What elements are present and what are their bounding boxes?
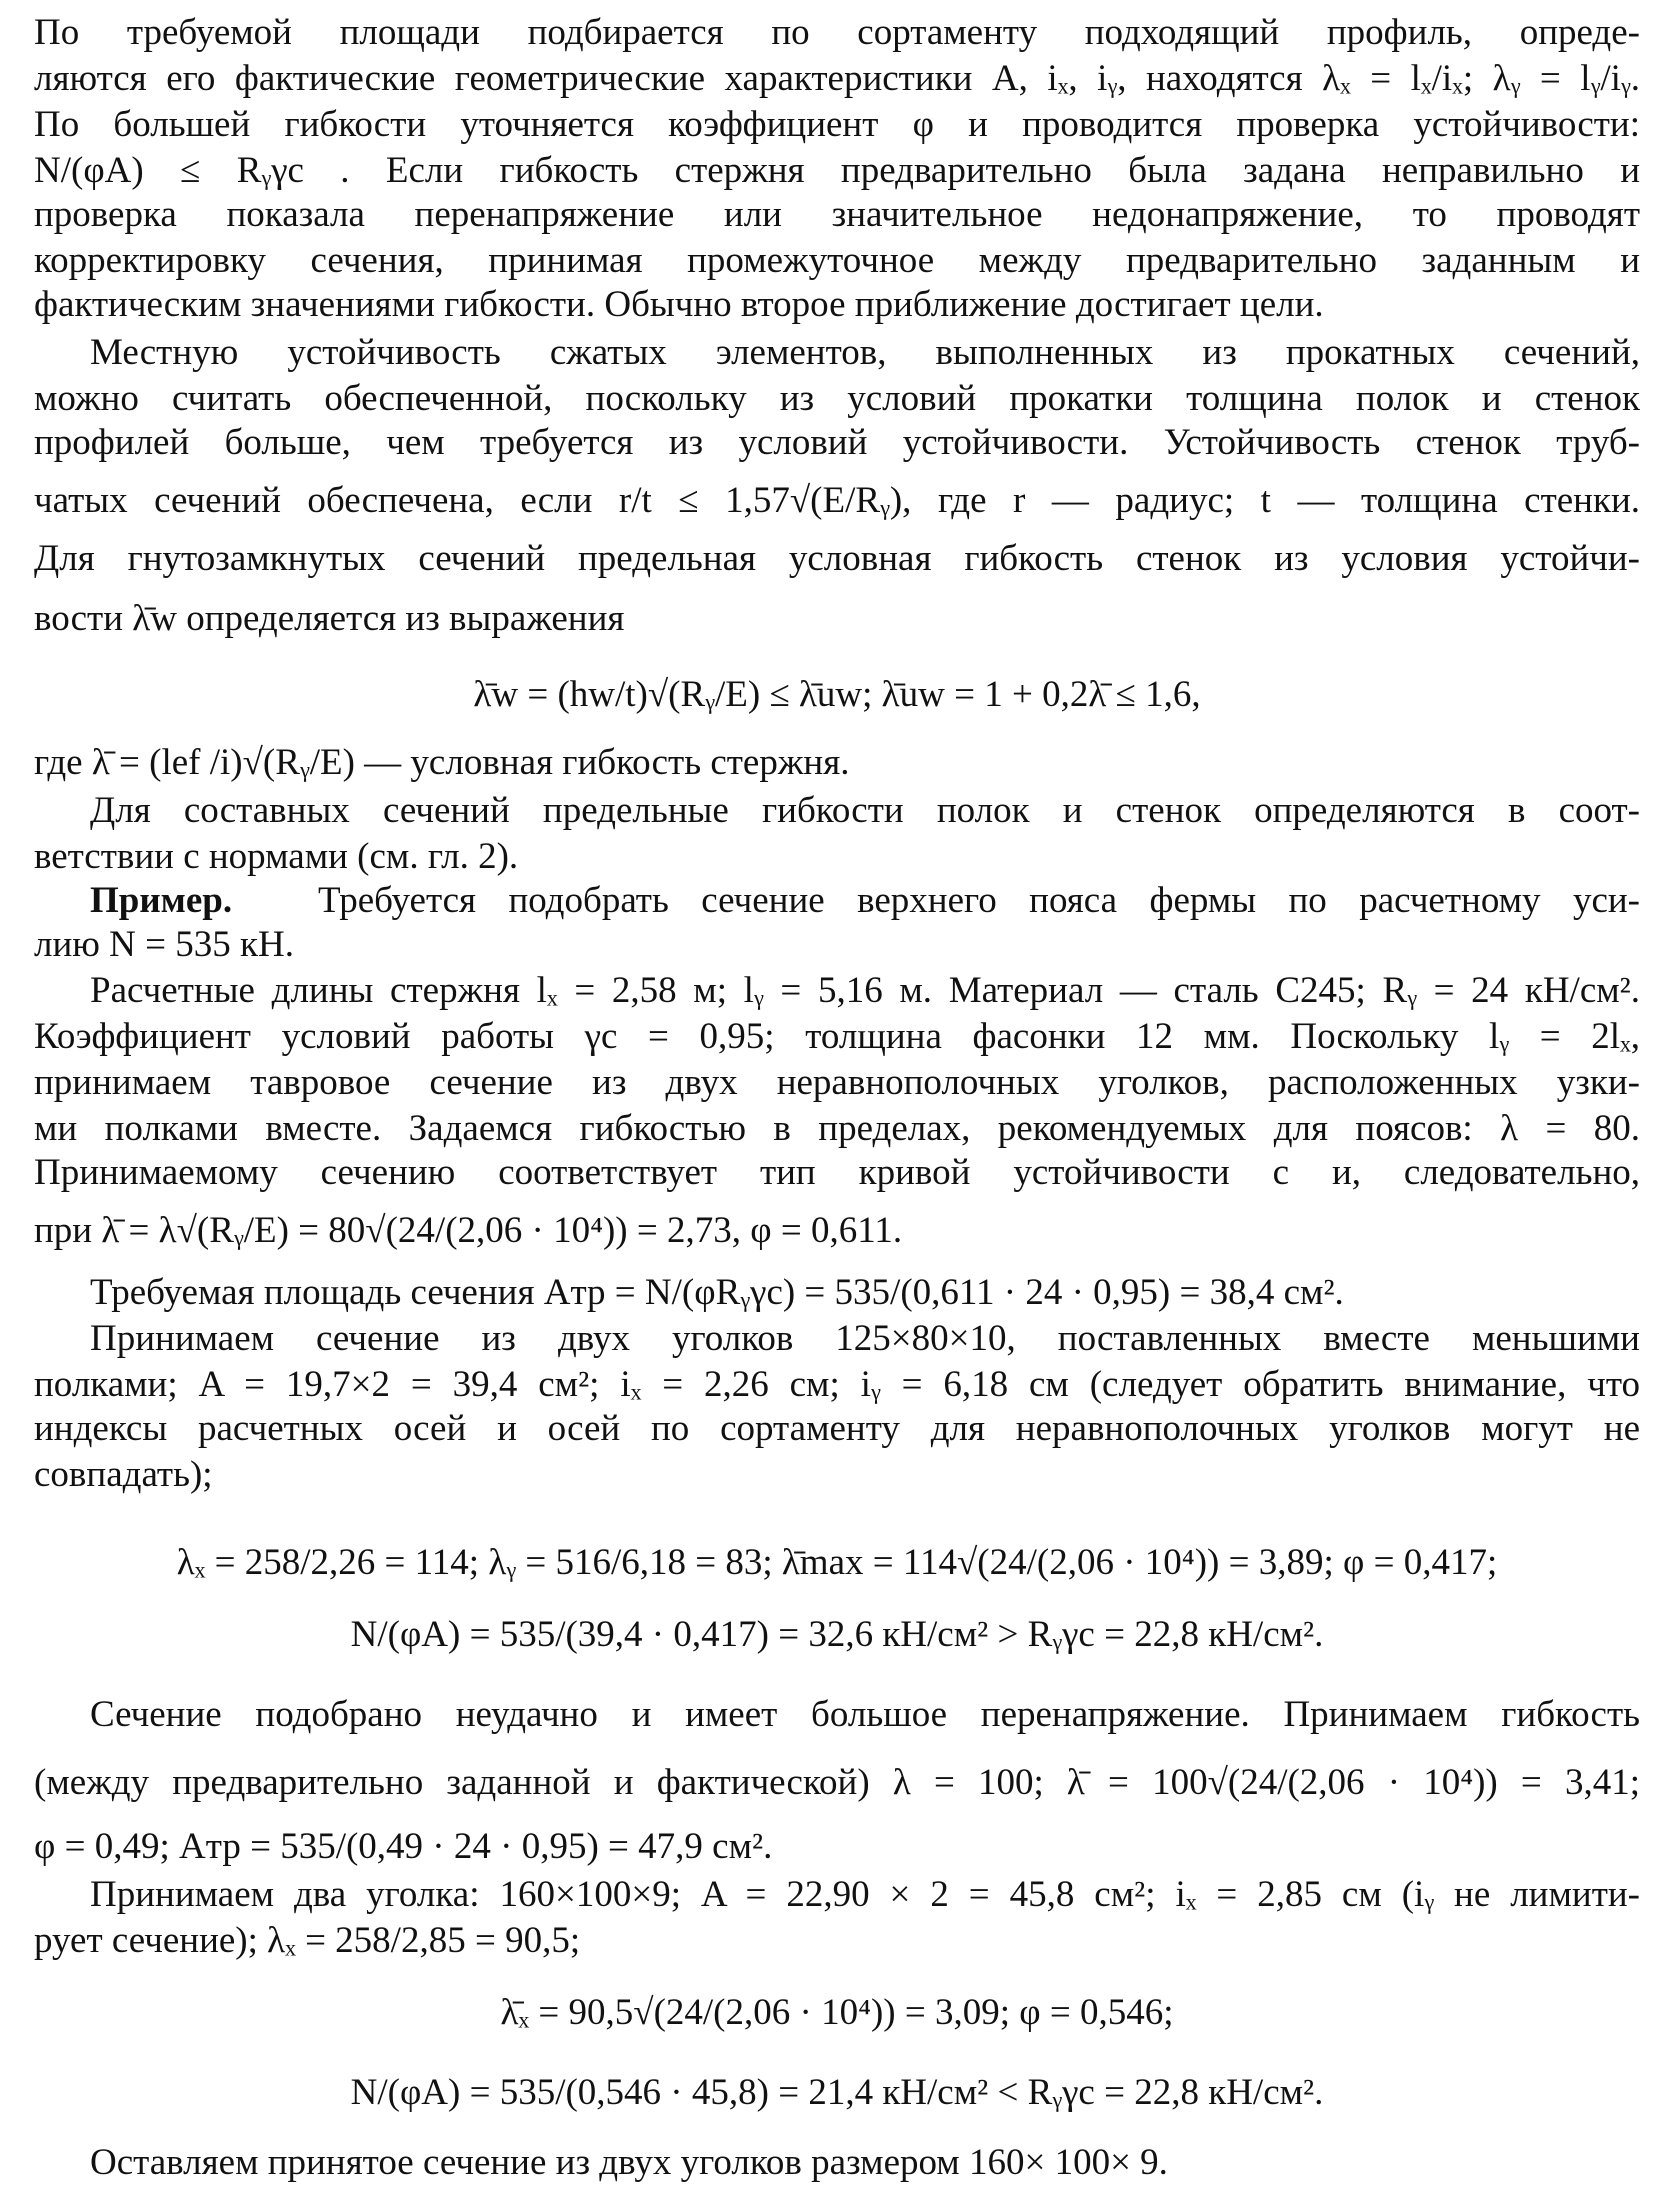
text-line: ляются его фактические геометрические характеристики A, iₓ, iᵧ, находятся λₓ = lₓ/iₓ; λᵧ = lᵧ/iᵧ. bbox=[34, 58, 1640, 99]
text-line: при λ̄ = λ√(Rᵧ/E) = 80√(24/(2,06 · 10⁴)) = 2,73, φ = 0,611. bbox=[34, 1210, 903, 1251]
text-line: индексы расчетных осей и осей по сортаменту для неравнополочных уголков могут не bbox=[34, 1408, 1640, 1449]
text-line: можно считать обеспеченной, поскольку из условий прокатки толщина полок и стенок bbox=[34, 378, 1640, 419]
text-line: Сечение подобрано неудачно и имеет большое перенапряжение. Принимаем гибкость bbox=[90, 1694, 1640, 1735]
text-line: Для гнутозамкнутых сечений предельная условная гибкость стенок из условия устойчи- bbox=[34, 538, 1640, 579]
text-line: фактическим значениями гибкости. Обычно второе приближение достигает цели. bbox=[34, 284, 1324, 325]
formula-line: λ̄w = (hw/t)√(Rᵧ/E) ≤ λ̄uw; λ̄uw = 1 + 0,2λ̄ ≤ 1,6, bbox=[473, 674, 1201, 715]
text-line: Принимаем сечение из двух уголков 125×80×10, поставленных вместе меньшими bbox=[90, 1318, 1640, 1359]
text-line: чатых сечений обеспечена, если r/t ≤ 1,57√(E/Rᵧ), где r — радиус; t — толщина стенки. bbox=[34, 480, 1640, 521]
text-line: ми полками вместе. Задаемся гибкостью в пределах, рекомендуемых для поясов: λ = 80. bbox=[34, 1108, 1640, 1149]
text-line: По большей гибкости уточняется коэффициент φ и проводится проверка устойчивости: bbox=[34, 104, 1640, 145]
text-line: Оставляем принятое сечение из двух уголков размером 160× 100× 9. bbox=[90, 2142, 1168, 2183]
formula-line: N/(φA) = 535/(39,4 · 0,417) = 32,6 кН/см² > Rᵧγc = 22,8 кН/см². bbox=[350, 1614, 1324, 1655]
text-line: Требуемая площадь сечения Aтр = N/(φRᵧγc) = 535/(0,611 · 24 · 0,95) = 38,4 см². bbox=[90, 1272, 1344, 1313]
text-line: Для составных сечений предельные гибкости полок и стенок определяются в соот- bbox=[90, 790, 1640, 831]
formula-line: N/(φA) = 535/(0,546 · 45,8) = 21,4 кН/см² < Rᵧγc = 22,8 кН/см². bbox=[350, 2072, 1324, 2113]
text-line: лию N = 535 кН. bbox=[34, 924, 294, 965]
text-line: ветствии с нормами (см. гл. 2). bbox=[34, 836, 519, 877]
formula-line: λₓ = 258/2,26 = 114; λᵧ = 516/6,18 = 83; λ̄max = 114√(24/(2,06 · 10⁴)) = 3,89; φ = 0,417; bbox=[176, 1542, 1498, 1583]
formula-line: λ̄ₓ = 90,5√(24/(2,06 · 10⁴)) = 3,09; φ = 0,546; bbox=[500, 1992, 1174, 2033]
text-line: (между предварительно заданной и фактической) λ = 100; λ̄ = 100√(24/(2,06 · 10⁴)) = 3,41; bbox=[34, 1762, 1640, 1803]
text-line: N/(φA) ≤ Rᵧγc . Если гибкость стержня предварительно была задана неправильно и bbox=[34, 150, 1640, 191]
text-line: вости λ̄w определяется из выражения bbox=[34, 598, 625, 639]
text-line: профилей больше, чем требуется из условий устойчивости. Устойчивость стенок труб- bbox=[34, 422, 1640, 463]
text-line: Принимаемому сечению соответствует тип кривой устойчивости c и, следовательно, bbox=[34, 1152, 1640, 1193]
text-line: Принимаем два уголка: 160×100×9; A = 22,90 × 2 = 45,8 см²; iₓ = 2,85 см (iᵧ не лимити- bbox=[90, 1874, 1640, 1915]
text-line: Коэффициент условий работы γc = 0,95; толщина фасонки 12 мм. Поскольку lᵧ = 2lₓ, bbox=[34, 1016, 1640, 1057]
text-line: Расчетные длины стержня lₓ = 2,58 м; lᵧ = 5,16 м. Материал — сталь С245; Rᵧ = 24 кН/см². bbox=[90, 970, 1640, 1011]
text-line: рует сечение); λₓ = 258/2,85 = 90,5; bbox=[34, 1920, 581, 1961]
text-line: совпадать); bbox=[34, 1454, 213, 1495]
text-line: корректировку сечения, принимая промежуточное между предварительно заданным и bbox=[34, 240, 1640, 281]
text-line: где λ̄ = (lef /i)√(Rᵧ/E) — условная гибкость стержня. bbox=[34, 742, 850, 783]
example-heading: Пример. bbox=[90, 880, 233, 921]
text-line: Местную устойчивость сжатых элементов, выполненных из прокатных сечений, bbox=[90, 332, 1640, 373]
text-line: Требуется подобрать сечение верхнего пояса фермы по расчетному уси- bbox=[318, 880, 1640, 921]
text-line: полками; A = 19,7×2 = 39,4 см²; iₓ = 2,26 см; iᵧ = 6,18 см (следует обратить внимание, что bbox=[34, 1364, 1640, 1405]
text-line: проверка показала перенапряжение или значительное недонапряжение, то проводят bbox=[34, 194, 1640, 235]
text-line: принимаем тавровое сечение из двух неравнополочных уголков, расположенных узки- bbox=[34, 1062, 1640, 1103]
text-line: По требуемой площади подбирается по сортаменту подходящий профиль, опреде- bbox=[34, 12, 1640, 53]
text-line: φ = 0,49; Aтр = 535/(0,49 · 24 · 0,95) = 47,9 см². bbox=[34, 1826, 773, 1867]
